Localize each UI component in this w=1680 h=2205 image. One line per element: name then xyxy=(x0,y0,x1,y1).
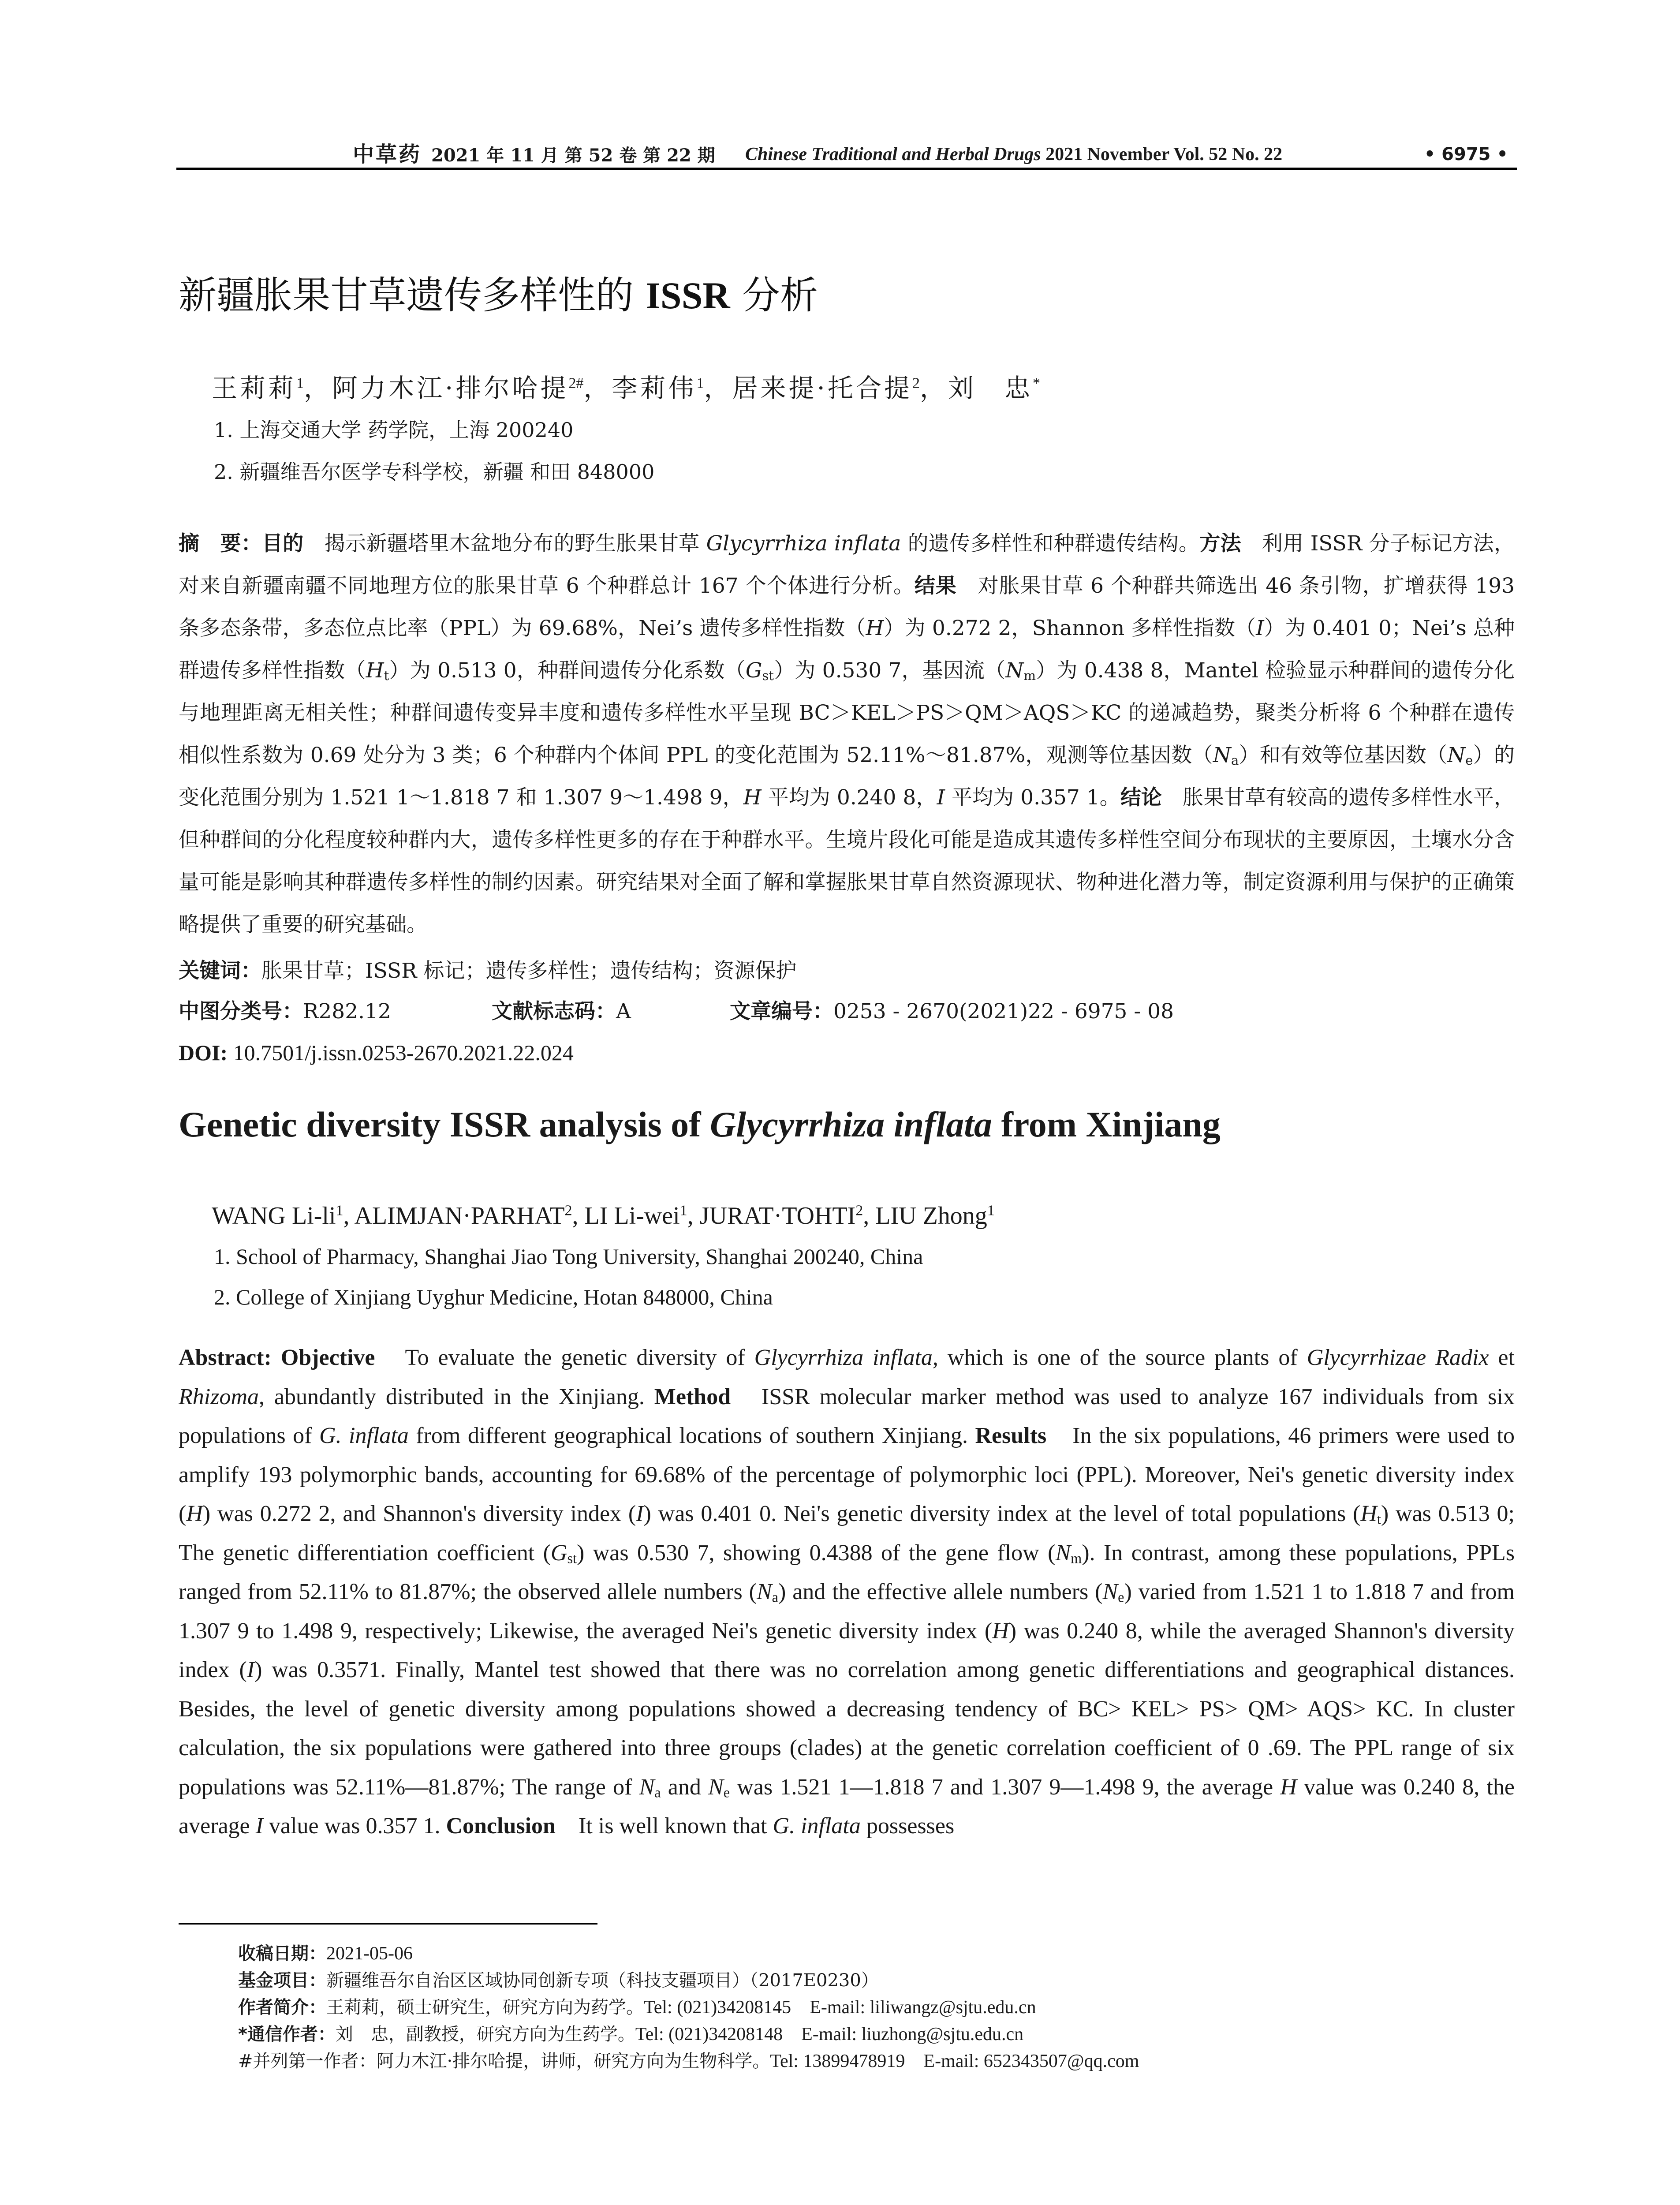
running-header xyxy=(176,143,1517,170)
page-number: • 6975 • xyxy=(1424,144,1508,164)
author-en: LIU Zhong$^1$ xyxy=(875,1202,995,1230)
doi xyxy=(179,1039,1515,1068)
author-cn: 王莉莉$^1$， xyxy=(212,373,332,404)
footnote-author-bio: 作者简介：王莉莉，硕士研究生，研究方向为药学。Tel: (021)34208145 E-mail: liliwangz@sjtu.edu.cn xyxy=(238,1997,1036,2018)
author-cn: 居来提·托合提$^2$， xyxy=(732,373,948,404)
affiliation-en-2: 2. College of Xinjiang Uyghur Medicine, Hotan 848000, China xyxy=(214,1285,773,1309)
issue-en: 2021 November Vol. 52 No. 22 xyxy=(1041,144,1283,164)
clc-number: 中图分类号：R282.12 xyxy=(179,999,391,1024)
article-number: 文章编号：0253 - 2670(2021)22 - 6975 - 08 xyxy=(730,999,1174,1024)
footnote-corresponding: *通信作者：刘 忠，副教授，研究方向为生药学。Tel: (021)34208148 E-mail: liuzhong@sjtu.edu.cn xyxy=(238,2024,1024,2044)
affiliation-cn-2: 2. 新疆维吾尔医学专科学校，新疆 和田 848000 xyxy=(214,460,655,484)
footnote-cofirst: #并列第一作者：阿力木江·排尔哈提，讲师，研究方向为生物科学。Tel: 13899478919 E-mail: 652343507@qq.com xyxy=(238,2051,1139,2071)
footnotes xyxy=(238,1940,1495,2075)
author-en: $JURAT\cdot TOHTI^2$, xyxy=(699,1202,876,1230)
title-cn-part2: 分析 xyxy=(730,273,818,318)
footnote-fund: 基金项目：新疆维吾尔自治区区域协同创新专项（科技支疆项目）（2017E0230） xyxy=(238,1970,879,1991)
affiliation-en-1: 1. School of Pharmacy, Shanghai Jiao Tong University, Shanghai 200240, China xyxy=(214,1244,923,1269)
journal-name-en: Chinese Traditional and Herbal Drugs xyxy=(745,144,1041,164)
footnote-received: 收稿日期：2021-05-06 xyxy=(238,1943,413,1964)
author-en: $ALIMJAN\cdot PARHAT^2$, xyxy=(354,1202,585,1230)
doi-label: DOI: xyxy=(179,1040,228,1065)
author-en: LI Li-wei$^1$, xyxy=(584,1202,700,1230)
abstract-en: Abstract: Objective To evaluate the genetic diversity of Glycyrrhiza inflata, which is one of the source plants of Glycyrrhizae Radix et Rhizoma, abundantly distributed in the Xinjiang. Method ISSR molecular marker method was used to analyze 167 individuals from six populations of G. inflata from different geographical locations of southern Xinjiang. Results In the six populations, 46 primers were used to amplify 193 polymorphic bands, accounting for 69.68% of the percentage of polymorphic loci (PPL). Moreover, Nei's genetic diversity index (H) was 0.272 2, and Shannon's diversity index (I) was 0.401 0. Nei's genetic diversity index at the level of total populations $(H_t)$ was 0.513 0; The genetic differentiation coefficient $(G_{st})$ was 0.530 7, showing 0.4388 of the gene flow $(N_m)$. In contrast, among these populations, PPLs ranged from 52.11% to 81.87%; the observed allele numbers $(N_a)$ and the effective allele numbers $(N_e)$ varied from 1.521 1 to 1.818 7 and from 1.307 9 to 1.498 9, respectively; Likewise, the averaged Nei's genetic diversity index (H) was 0.240 8, while the averaged Shannon's diversity index (I) was 0.3571. Finally, Mantel test showed that there was no correlation among genetic differentiations and geographical distances. Besides, the level of genetic diversity among populations showed a decreasing tendency of BC> KEL> PS> QM> AQS> KC. In cluster calculation, the six populations were gathered into three groups (clades) at the genetic correlation coefficient of 0 .69. The PPL range of six populations was 52.11%—81.87%; The range of $N_a$ and $N_e$ was 1.521 1—1.818 7 and 1.307 9—1.498 9, the average H value was 0.240 8, the average I value was 0.357 1. Conclusion It is well known that G. inflata possesses xyxy=(179,1345,1515,1839)
title-en: Genetic diversity ISSR analysis of Glycyrrhiza inflata from Xinjiang xyxy=(179,1104,1221,1144)
doi-link[interactable]: 10.7501/j.issn.0253-2670.2021.22.024 xyxy=(228,1040,574,1065)
issue-cn: 2021 年 11 月 第 52 卷 第 22 期 xyxy=(431,145,715,166)
author-en: WANG $Li-li^1$, xyxy=(212,1202,355,1230)
authors-en xyxy=(212,1193,1490,1233)
abstract-cn: 摘 要：目的 揭示新疆塔里木盆地分布的野生胀果甘草 Glycyrrhiza inflata 的遗传多样性和种群遗传结构。方法 利用 ISSR 分子标记方法，对来自新疆南疆不同地理方位的胀果甘草 6 个种群总计 167 个个体进行分析。结果 对胀果甘草 6 个种群共筛选出 46 条引物，扩增获得 193 条多态条带，多态位点比率（PPL）为 69.68%，Nei’s 遗传多样性指数（H）为 0.272 2，Shannon 多样性指数（I）为 0.401 0；Nei’s 总种群遗传多样性指数$(H_t)$为 0.513 0，种群间遗传分化系数$(G_{st})$为 0.530 7，基因流$(N_m)$为 0.438 8，Mantel 检验显示种群间的遗传分化与地理距离无相关性；种群间遗传变异丰度和遗传多样性水平呈现 BC＞KEL＞PS＞QM＞AQS＞KC 的递减趋势，聚类分析将 6 个种群在遗传相似性系数为 0.69 处分为 3 类；6 个种群内个体间 PPL 的变化范围为 52.11%～81.87%，观测等位基因数$(N_a)$和有效等位基因数$(N_e)$的变化范围分别为 1.521 1～1.818 7 和 1.307 9～1.498 9，H 平均为 0.240 8，I 平均为 0.357 1。结论 胀果甘草有较高的遗传多样性水平，但种群间的分化程度较种群内大，遗传多样性更多的存在于种群水平。生境片段化可能是造成其遗传多样性空间分布现状的主要原因，土壤水分含量可能是影响其种群遗传多样性的制约因素。研究结果对全面了解和掌握胀果甘草自然资源现状、物种进化潜力等，制定资源利用与保护的正确策略提供了重要的研究基础。 xyxy=(179,531,1515,937)
document-code: 文献标志码：A xyxy=(492,999,631,1024)
journal-logo: 中草药 xyxy=(353,142,422,167)
keywords-label: 关键词： xyxy=(179,959,261,983)
classification xyxy=(179,998,1515,1026)
journal-cn xyxy=(353,143,715,167)
abstract-en-label: Abstract: xyxy=(179,1345,281,1370)
author-cn: 阿力木江·排尔哈提$^{2\#}$， xyxy=(332,373,612,404)
journal-en xyxy=(745,143,1282,165)
keywords-value: 胀果甘草；ISSR 标记；遗传多样性；遗传结构；资源保护 xyxy=(261,959,797,983)
affiliation-cn-1: 1. 上海交通大学 药学院，上海 200240 xyxy=(214,418,574,442)
keywords xyxy=(179,957,1515,985)
abstract-cn-label: 摘 要： xyxy=(179,531,262,556)
title-cn-latin: ISSR xyxy=(646,274,730,317)
author-cn: 李莉伟$^1$， xyxy=(612,373,732,404)
author-cn: 刘 忠* xyxy=(948,373,1040,404)
authors-cn xyxy=(212,366,1490,406)
title-cn xyxy=(179,271,1501,320)
footnote-divider xyxy=(179,1923,597,1925)
title-cn-part1: 新疆胀果甘草遗传多样性的 xyxy=(179,273,646,318)
